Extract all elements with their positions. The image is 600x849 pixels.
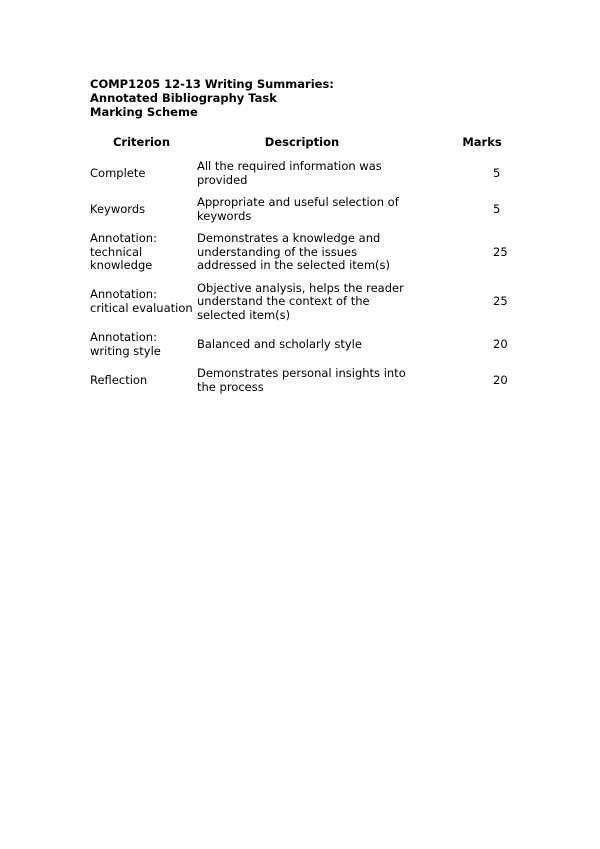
description-cell-line: Appropriate and useful selection of: [197, 195, 399, 209]
column-header-description: Description: [264, 135, 340, 150]
title-line-course: COMP1205 12-13 Writing Summaries:: [90, 77, 334, 91]
title-line-scheme: Marking Scheme: [90, 105, 198, 119]
marks-cell: 5: [493, 201, 501, 216]
marks-cell: 5: [493, 165, 501, 180]
column-header-criterion: Criterion: [112, 135, 171, 150]
description-cell-line: provided: [197, 172, 248, 187]
description-cell-line: Balanced and scholarly style: [197, 336, 362, 351]
marks-cell: 25: [493, 294, 508, 308]
table-row: [86, 327, 517, 363]
criterion-cell-line: critical evaluation: [90, 300, 193, 315]
marks-cell: 25: [493, 244, 508, 259]
criterion-cell-line: Reflection: [90, 372, 148, 387]
description-cell: [197, 156, 407, 192]
description-cell: [197, 192, 407, 228]
criterion-cell-line: Annotation:: [90, 287, 157, 302]
criterion-cell: [86, 228, 197, 278]
description-cell-line: understanding of the issues: [197, 244, 358, 259]
description-cell: [197, 327, 407, 363]
description-cell: [197, 363, 407, 399]
criterion-cell: [86, 192, 197, 228]
description-cell-line: Demonstrates personal insights into: [197, 366, 406, 380]
criterion-cell-line: technical: [90, 244, 143, 259]
criterion-cell-line: Keywords: [90, 201, 146, 216]
criterion-cell-line: writing style: [90, 343, 161, 358]
description-cell-line: the process: [197, 379, 264, 394]
table-row: [86, 363, 517, 399]
criterion-cell-line: knowledge: [90, 258, 153, 272]
description-cell: [197, 228, 407, 278]
description-cell-line: keywords: [197, 208, 252, 223]
criterion-cell-line: Annotation:: [90, 330, 157, 344]
criterion-cell: [86, 156, 197, 192]
description-cell-line: Objective analysis, helps the reader: [197, 280, 404, 295]
criterion-cell: [86, 278, 197, 328]
criterion-cell: [86, 363, 197, 399]
criterion-cell-line: Annotation:: [90, 231, 157, 245]
marks-cell: 20: [493, 372, 508, 387]
table-row: [86, 156, 517, 192]
criterion-cell-line: Complete: [90, 165, 146, 180]
document-title: [90, 77, 334, 119]
description-cell: [197, 278, 407, 328]
table-row: [86, 228, 517, 278]
marks-cell: 20: [493, 336, 508, 351]
description-cell-line: Demonstrates a knowledge and: [197, 231, 381, 245]
marking-scheme-table: [86, 134, 517, 399]
table-row: [86, 192, 517, 228]
table-body: [86, 156, 517, 399]
description-cell-line: addressed in the selected item(s): [197, 258, 391, 272]
description-cell-line: understand the context of the: [197, 294, 370, 308]
description-cell-line: selected item(s): [197, 307, 291, 322]
column-header-marks: Marks: [462, 135, 502, 150]
title-line-task: Annotated Bibliography Task: [90, 91, 277, 105]
table-row: [86, 278, 517, 328]
description-cell-line: All the required information was: [197, 159, 382, 173]
table-header-row: [86, 134, 517, 156]
criterion-cell: [86, 327, 197, 363]
